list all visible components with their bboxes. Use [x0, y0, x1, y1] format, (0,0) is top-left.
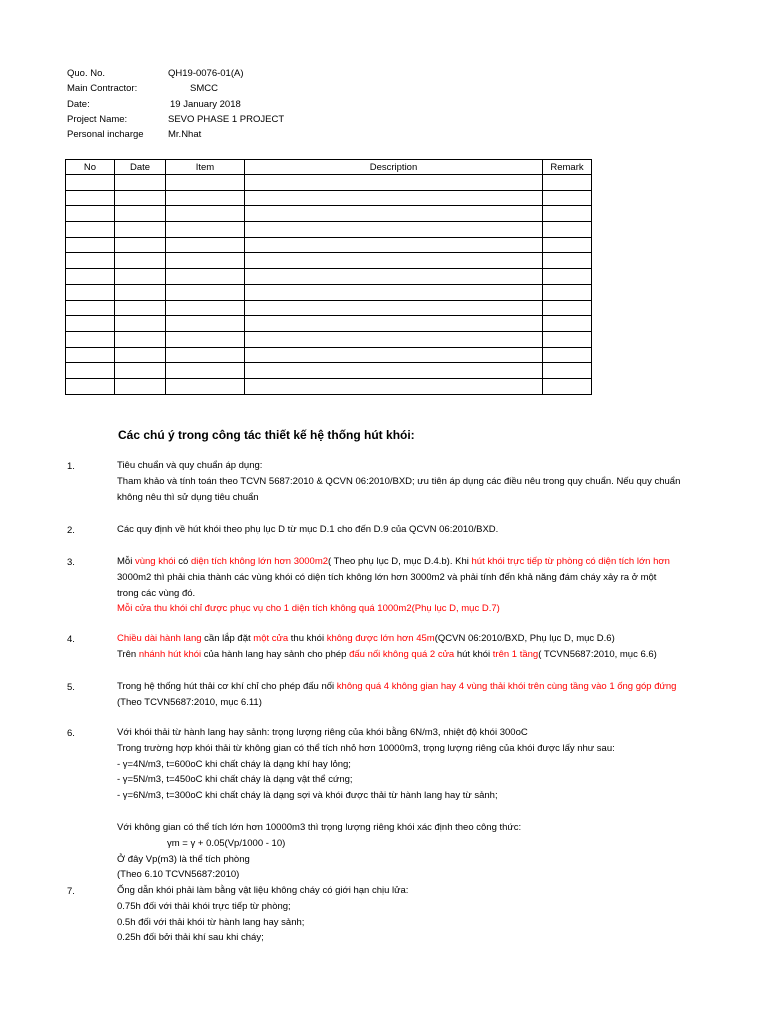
- col-header-remark: Remark: [543, 160, 592, 175]
- table-cell: [245, 237, 543, 253]
- table-cell: [115, 175, 166, 191]
- item-3: [117, 554, 670, 617]
- section-title: Các chú ý trong công tác thiết kế hệ thống hút khói:: [118, 428, 415, 442]
- text-line: 0.25h đối bởi thải khí sau khi cháy;: [117, 932, 264, 944]
- table-cell: [66, 331, 115, 347]
- col-header-no: No: [66, 160, 115, 175]
- table-cell: [543, 378, 592, 394]
- table-cell: [66, 206, 115, 222]
- quo-label: Quo. No.: [67, 68, 106, 79]
- table-cell: [115, 378, 166, 394]
- table-cell: [245, 331, 543, 347]
- table-cell: [66, 237, 115, 253]
- item-number: 2.: [67, 525, 75, 536]
- table-cell: [66, 378, 115, 394]
- table-cell: [115, 284, 166, 300]
- col-header-item: Item: [166, 160, 245, 175]
- table-cell: [166, 253, 245, 269]
- table-cell: [166, 284, 245, 300]
- table-cell: [115, 206, 166, 222]
- table-row: [66, 378, 592, 394]
- table-cell: [66, 253, 115, 269]
- table-cell: [66, 175, 115, 191]
- table-cell: [166, 190, 245, 206]
- table-row: [66, 206, 592, 222]
- item-number: 7.: [67, 886, 75, 897]
- table-cell: [66, 363, 115, 379]
- table-row: [66, 190, 592, 206]
- table-cell: [245, 378, 543, 394]
- text-line: Trên nhánh hút khói của hành lang hay sảnh cho phép đấu nối không quá 2 cửa hút khói trên 1 tầng( TCVN5687:2010, mục 6.6): [117, 648, 657, 660]
- table-cell: [543, 363, 592, 379]
- table-cell: [543, 237, 592, 253]
- table-row: [66, 237, 592, 253]
- table-row: [66, 253, 592, 269]
- table-cell: [543, 269, 592, 285]
- table-cell: [245, 316, 543, 332]
- table-row: [66, 331, 592, 347]
- text-line: 3000m2 thì phải chia thành các vùng khói có diện tích không lớn hơn 3000m2 và phải tính đến khả năng đám cháy xảy ra ở một: [117, 571, 657, 583]
- table-cell: [543, 175, 592, 191]
- table-row: [66, 363, 592, 379]
- table-cell: [245, 363, 543, 379]
- table-cell: [245, 175, 543, 191]
- item-1: [117, 458, 680, 505]
- table-cell: [543, 347, 592, 363]
- col-header-description: Description: [245, 160, 543, 175]
- text-line: Tham khảo và tính toán theo TCVN 5687:2010 & QCVN 06:2010/BXD; ưu tiên áp dụng các điều nêu trong quy chuẩn. Nếu quy chuẩn: [117, 475, 681, 487]
- table-cell: [245, 347, 543, 363]
- text-line: Ống dẫn khói phải làm bằng vật liệu không cháy có giới hạn chịu lửa:: [117, 885, 409, 896]
- date-value: 19 January 2018: [170, 99, 241, 110]
- table-cell: [245, 190, 543, 206]
- formula: γm = γ + 0.05(Vp/1000 - 10): [167, 837, 286, 849]
- text-line: - γ=5N/m3, t=450oC khi chất cháy là dạng vật thể cứng;: [117, 774, 353, 786]
- item-number: 5.: [67, 682, 75, 693]
- table-cell: [166, 378, 245, 394]
- table-cell: [166, 347, 245, 363]
- table-cell: [166, 316, 245, 332]
- table-cell: [166, 206, 245, 222]
- text-line: Trong hệ thống hút thải cơ khí chỉ cho phép đấu nối không quá 4 không gian hay 4 vùng thải khói trên cùng tầng vào 1 ống góp đứng: [117, 681, 677, 692]
- item-5: [117, 679, 676, 711]
- table-cell: [115, 316, 166, 332]
- item-7: [117, 883, 408, 946]
- table-cell: [115, 331, 166, 347]
- text-line: - γ=4N/m3, t=600oC khi chất cháy là dạng khí hay lỏng;: [117, 758, 351, 770]
- text-line: Tiêu chuẩn và quy chuẩn áp dụng:: [117, 460, 263, 471]
- table-cell: [115, 363, 166, 379]
- table-row: [66, 222, 592, 238]
- text-line-emphasis: Mỗi cửa thu khói chỉ được phục vụ cho 1 diện tích không quá 1000m2(Phụ lục D, mục D.7): [117, 603, 500, 615]
- table-header-row: [66, 160, 592, 175]
- table-cell: [166, 363, 245, 379]
- table-cell: [245, 269, 543, 285]
- text-line: Các quy định về hút khói theo phụ lục D từ mục D.1 cho đến D.9 của QCVN 06:2010/BXD.: [117, 524, 499, 535]
- table-cell: [66, 316, 115, 332]
- table-cell: [543, 316, 592, 332]
- item-number: 4.: [67, 634, 75, 645]
- table-cell: [245, 222, 543, 238]
- text-line: trong các vùng đó.: [117, 587, 196, 599]
- table-cell: [66, 300, 115, 316]
- text-line: (Theo 6.10 TCVN5687:2010): [117, 869, 240, 881]
- table-cell: [66, 347, 115, 363]
- project-value: SEVO PHASE 1 PROJECT: [168, 114, 285, 125]
- table-cell: [166, 222, 245, 238]
- personal-label: Personal incharge: [67, 129, 144, 140]
- item-number: 6.: [67, 728, 75, 739]
- table-cell: [245, 284, 543, 300]
- text-line: Chiều dài hành lang cần lắp đặt một cửa thu khói không được lớn hơn 45m(QCVN 06:2010/BXD, Phụ lục D, mục D.6): [117, 633, 615, 644]
- table-cell: [115, 190, 166, 206]
- table-cell: [115, 300, 166, 316]
- text-line: - γ=6N/m3, t=300oC khi chất cháy là dạng sợi và khói được thải từ hành lang hay từ sảnh;: [117, 790, 498, 802]
- table-cell: [245, 206, 543, 222]
- table-cell: [115, 237, 166, 253]
- table-row: [66, 347, 592, 363]
- quo-value: QH19-0076-01(A): [168, 68, 244, 79]
- text-line: 0.75h đối với thải khói trực tiếp từ phòng;: [117, 900, 291, 912]
- table-cell: [543, 222, 592, 238]
- table-cell: [115, 253, 166, 269]
- table-cell: [166, 175, 245, 191]
- contractor-label: Main Contractor:: [67, 83, 138, 94]
- table-cell: [166, 331, 245, 347]
- text-line: (Theo TCVN5687:2010, mục 6.11): [117, 696, 262, 708]
- table-cell: [66, 284, 115, 300]
- table-cell: [543, 300, 592, 316]
- table-cell: [115, 222, 166, 238]
- table-cell: [245, 253, 543, 269]
- table-cell: [115, 347, 166, 363]
- table-cell: [166, 269, 245, 285]
- table-cell: [543, 206, 592, 222]
- table-cell: [166, 237, 245, 253]
- table-cell: [245, 300, 543, 316]
- table-row: [66, 284, 592, 300]
- table-body: [66, 175, 592, 395]
- table-cell: [166, 300, 245, 316]
- contractor-value: SMCC: [190, 83, 218, 94]
- table-row: [66, 175, 592, 191]
- text-line: 0.5h đối với thải khói từ hành lang hay sảnh;: [117, 916, 305, 928]
- table-cell: [543, 331, 592, 347]
- personal-value: Mr.Nhat: [168, 129, 202, 140]
- table-cell: [543, 284, 592, 300]
- item-number: 3.: [67, 557, 75, 568]
- text-line: Trong trường hợp khói thải từ không gian có thể tích nhỏ hơn 10000m3, trọng lượng riêng của khói được lấy như sau:: [117, 742, 615, 754]
- item-2: [117, 522, 498, 538]
- text-line: Với khói thải từ hành lang hay sảnh: trọng lượng riêng của khói bằng 6N/m3, nhiệt độ khói 300oC: [117, 727, 528, 738]
- revision-table: [65, 159, 592, 395]
- col-header-date: Date: [115, 160, 166, 175]
- table-row: [66, 269, 592, 285]
- table-cell: [66, 190, 115, 206]
- item-6: [117, 725, 615, 804]
- table-cell: [66, 222, 115, 238]
- text-line: không nêu thì sử dụng tiêu chuẩn: [117, 491, 259, 503]
- table-cell: [115, 269, 166, 285]
- item-number: 1.: [67, 461, 75, 472]
- table-cell: [543, 190, 592, 206]
- table-row: [66, 300, 592, 316]
- date-label: Date:: [67, 99, 90, 110]
- item-4: [117, 631, 657, 663]
- text-line: Với không gian có thể tích lớn hơn 10000m3 thì trọng lượng riêng khói xác định theo công thức:: [117, 822, 522, 833]
- text-line: Ở đây Vp(m3) là thể tích phòng: [117, 853, 250, 865]
- table-cell: [543, 253, 592, 269]
- table-row: [66, 316, 592, 332]
- table-cell: [66, 269, 115, 285]
- text-line: Mỗi vùng khói có diện tích không lớn hơn 3000m2( Theo phụ lục D, mục D.4.b). Khi hút khói trực tiếp từ phòng có diện tích lớn hơn: [117, 556, 670, 567]
- project-label: Project Name:: [67, 114, 128, 125]
- item-6-formula-block: [117, 820, 521, 883]
